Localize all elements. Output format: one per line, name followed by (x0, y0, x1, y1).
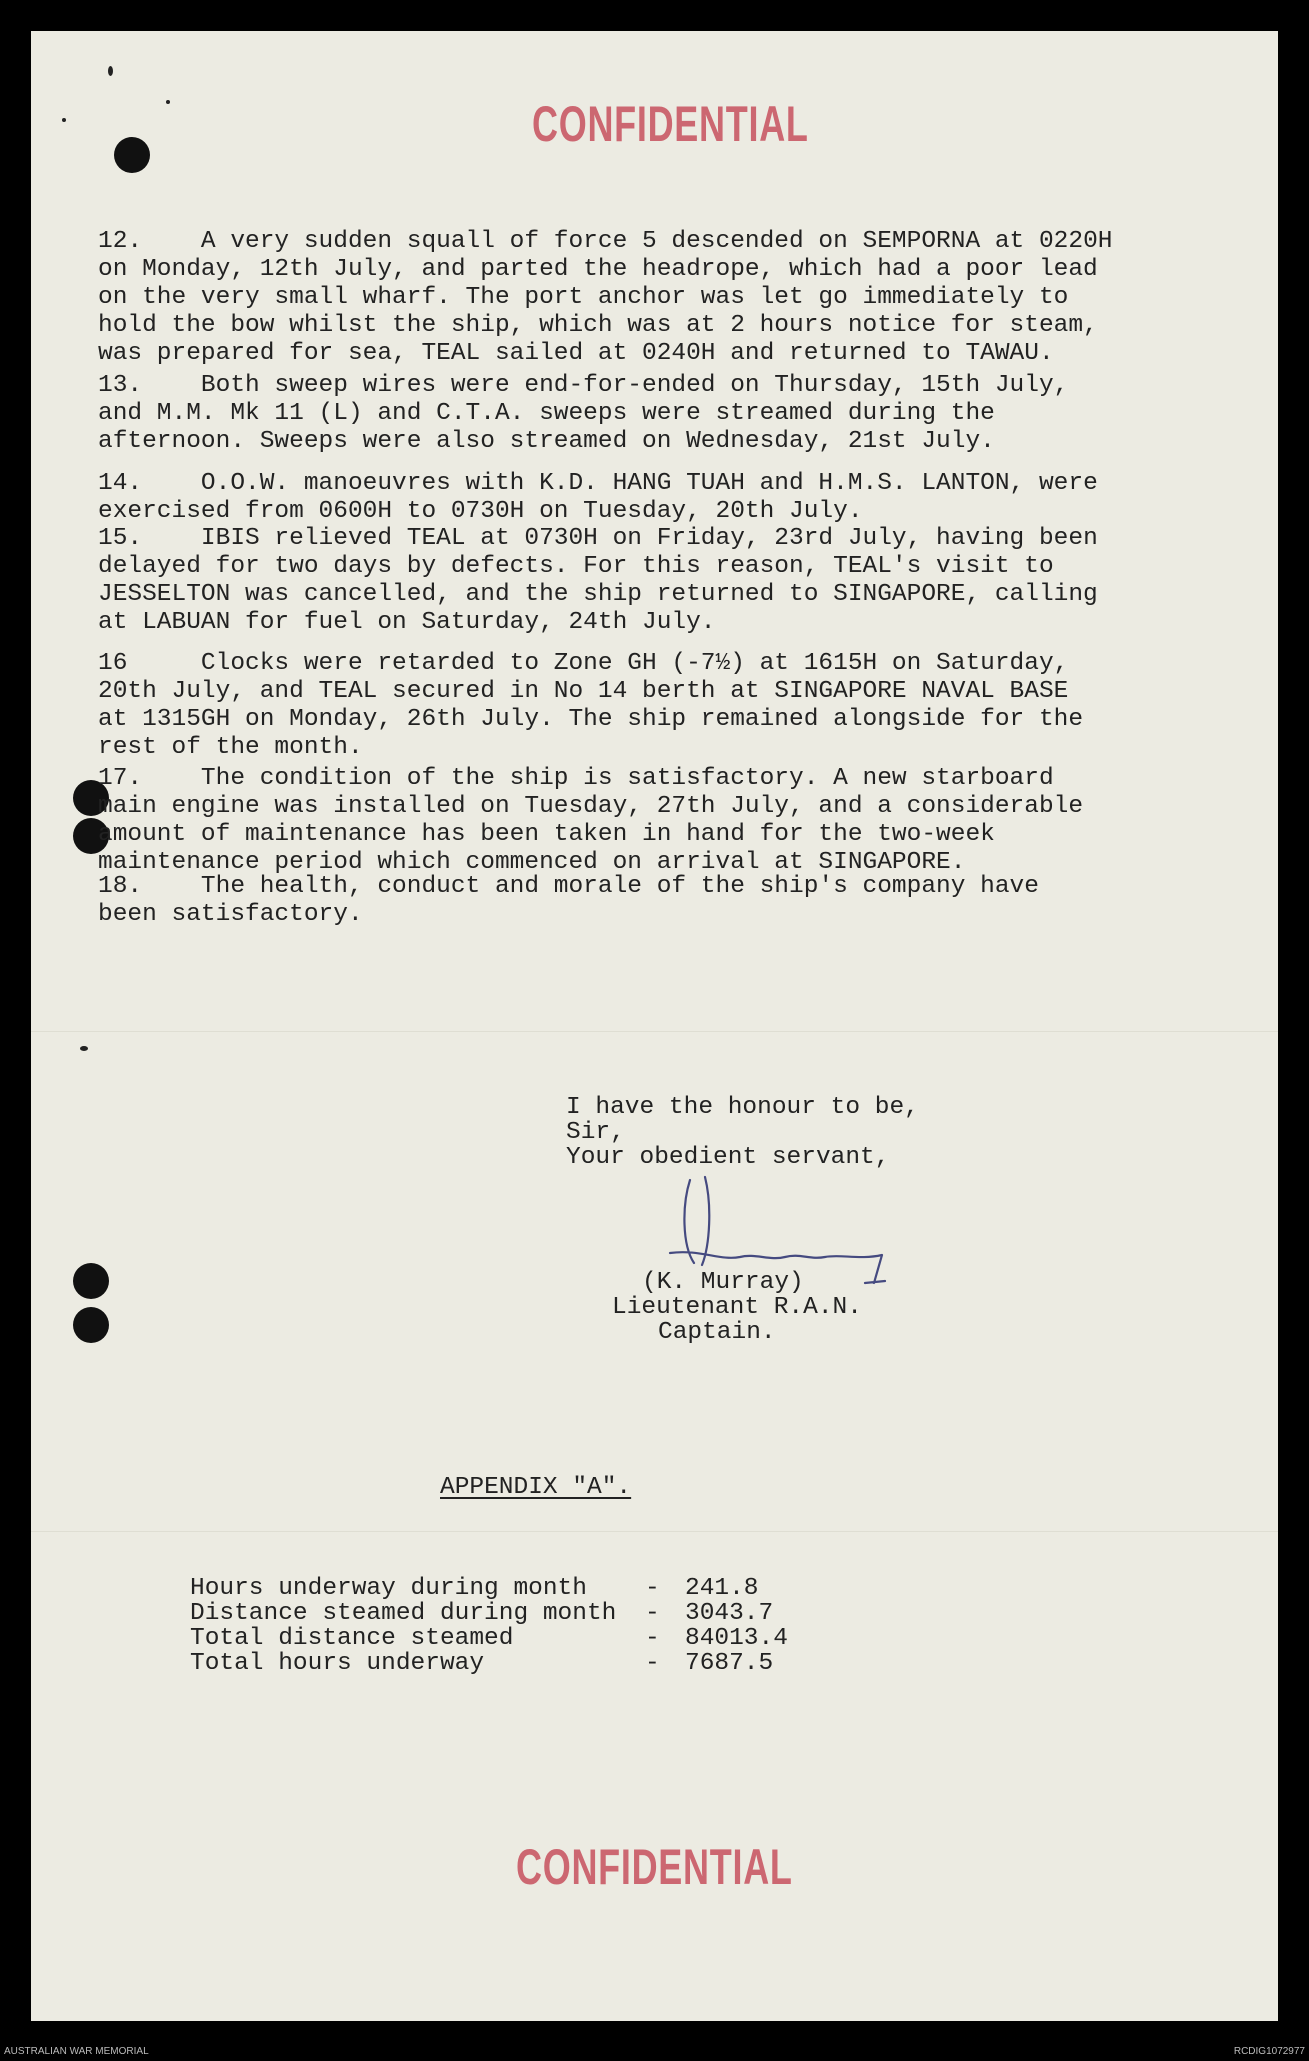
paragraph-text: O.O.W. manoeuvres with K.D. HANG TUAH and H.M.S. LANTON, were exercised from 0600H to 0730H on Tuesday, 20th July. (98, 470, 1098, 525)
ink-speck (108, 66, 113, 76)
signatory-title: Captain. (658, 1319, 776, 1346)
paragraph (98, 228, 1178, 368)
appendix-row (190, 1625, 788, 1652)
closing-line: Your obedient servant, (566, 1144, 890, 1171)
paragraph (98, 765, 1178, 877)
paragraph (98, 650, 1178, 762)
paragraph-text: IBIS relieved TEAL at 0730H on Friday, 23rd July, having been delayed for two days by defects. For this reason, TEAL's visit to JESSELTON was cancelled, and the ship returned to SINGAPORE, calling at LABUAN for fuel on Saturday, 24th July. (98, 525, 1098, 636)
appendix-value: 3043.7 (685, 1600, 774, 1627)
punch-hole (73, 1263, 109, 1299)
appendix-dash: - (645, 1650, 660, 1677)
appendix-row (190, 1575, 759, 1602)
paragraph-text: A very sudden squall of force 5 descended on SEMPORNA at 0220H on Monday, 12th July, and parted the headrope, which had a poor lead on the very small wharf. The port anchor was let go immediately to hold the bow whilst the ship, which was at 2 hours notice for steam, was prepared for sea, TEAL sailed at 0240H and returned to TAWAU. (98, 228, 1113, 367)
appendix-row (190, 1600, 773, 1627)
signatory-name: (K. Murray) (642, 1269, 804, 1296)
paragraph-text: The condition of the ship is satisfactory. A new starboard main engine was installed on Tuesday, 27th July, and a considerable amount of maintenance has been taken in hand for the two-week maintenance period which commenced on arrival at SINGAPORE. (98, 765, 1084, 876)
paragraph-number: 18. (98, 873, 143, 900)
paragraph-number: 17. (98, 765, 143, 792)
ink-speck (80, 1046, 88, 1051)
appendix-title: APPENDIX "A". (440, 1474, 632, 1501)
paragraph-number: 12. (98, 228, 143, 255)
confidential-stamp-top: CONFIDENTIAL (532, 96, 809, 152)
appendix-value: 84013.4 (685, 1625, 788, 1652)
ink-speck (166, 100, 170, 104)
paragraph (98, 372, 1178, 456)
appendix-label: Hours underway during month (190, 1575, 587, 1602)
appendix-value: 7687.5 (685, 1650, 774, 1677)
paragraph (98, 525, 1178, 637)
paragraph-number: 15. (98, 525, 143, 552)
appendix-value: 241.8 (685, 1575, 759, 1602)
paragraph-text: The health, conduct and morale of the ship's company have been satisfactory. (98, 873, 1039, 928)
paragraph-text: Clocks were retarded to Zone GH (-7½) at 1615H on Saturday, 20th July, and TEAL secured in No 14 berth at SINGAPORE NAVAL BASE at 1315GH on Monday, 26th July. The ship remained alongside for the rest of the month. (98, 650, 1084, 761)
paragraph-number: 16 (98, 650, 128, 677)
footer-credit: AUSTRALIAN WAR MEMORIAL (4, 2046, 149, 2057)
ink-speck (62, 118, 66, 122)
paragraph (98, 873, 1178, 929)
fold-line (31, 1031, 1278, 1033)
punch-hole (114, 137, 150, 173)
handwritten-signature (660, 1165, 910, 1285)
appendix-dash: - (645, 1575, 660, 1602)
appendix-label: Distance steamed during month (190, 1600, 617, 1627)
signatory-rank: Lieutenant R.A.N. (612, 1294, 862, 1321)
appendix-label: Total hours underway (190, 1650, 485, 1677)
fold-line (31, 1531, 1278, 1533)
appendix-label: Total distance steamed (190, 1625, 514, 1652)
confidential-stamp-bottom: CONFIDENTIAL (516, 1839, 793, 1895)
paragraph-text: Both sweep wires were end-for-ended on Thursday, 15th July, and M.M. Mk 11 (L) and C.T.A. sweeps were streamed during the afternoon. Sweeps were also streamed on Wednesday, 21st July. (98, 372, 1069, 455)
closing-line: I have the honour to be, (566, 1094, 919, 1121)
punch-hole (73, 1307, 109, 1343)
paragraph-number: 14. (98, 470, 143, 497)
appendix-row (190, 1650, 773, 1677)
appendix-dash: - (645, 1600, 660, 1627)
appendix-dash: - (645, 1625, 660, 1652)
closing-salutation: Sir, (566, 1119, 625, 1146)
paragraph (98, 470, 1178, 526)
footer-reference: RCDIG1072977 (1233, 2046, 1305, 2057)
paragraph-number: 13. (98, 372, 143, 399)
